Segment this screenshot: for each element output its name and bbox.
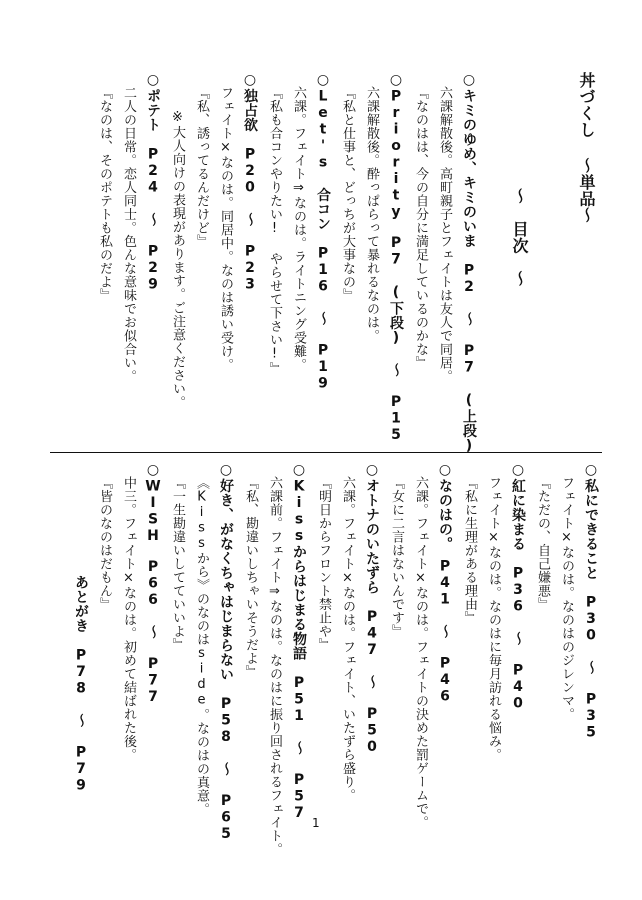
toc-entry-quote: 『私、勘違いしちゃいそうだよ』	[243, 476, 258, 679]
toc-entry-quote: 『一生勘違いしてていいよ』	[170, 476, 185, 652]
toc-entry-description: フェイト×なのは。同居中。なのは誘い受け。	[218, 86, 233, 372]
toc-subtitle: ～ 目次 ～	[510, 188, 529, 287]
toc-entry-description: 六課解散後。酔っぱらって暴れるなのは。	[364, 86, 379, 343]
toc-entry-quote: 『私に生理がある理由』	[462, 476, 477, 625]
afterword-entry: あとがき P78 ～ P79	[73, 575, 89, 794]
toc-entry-description: 《Kissから》のなのはside。なのはの真意。	[194, 476, 209, 816]
toc-entry-quote: 『私も合コンやりたい! やらせて下さい!』	[267, 86, 282, 376]
page-number: 1	[312, 816, 320, 830]
toc-entry-quote: 『明日からフロント禁止や』	[316, 476, 331, 652]
toc-entry-description: 二人の日常。恋人同士。色んな意味でお似合い。	[121, 86, 136, 383]
toc-entry-quote: 『女に二言はないんです』	[389, 476, 404, 638]
toc-entry-heading: ○Let's 合コン P16 ～ P19	[315, 72, 331, 392]
toc-entry-heading: ○Priority P7 (下段) ～ P15	[388, 72, 404, 444]
toc-entry-heading: ○Kissからはじまる物語 P51 ～ P57	[291, 462, 307, 822]
toc-entry-quote: 『なのは、そのポテトも私のだよ』	[97, 86, 112, 302]
toc-entry-description: 六課解散後。高町親子とフェイトは友人で同居。	[437, 86, 452, 383]
toc-entry-note: ※大人向けの表現があります。ご注意ください。	[170, 110, 185, 409]
toc-entry-quote: 『ただの、自己嫌悪』	[535, 476, 550, 611]
toc-entry-heading: ○独占欲 P20 ～ P23	[242, 72, 258, 293]
toc-entry-quote: 『私と仕事と、どっちが大事なの』	[340, 86, 355, 302]
toc-entry-description: 六課。フェイト×なのは。フェイトの決めた罰ゲームで。	[413, 476, 428, 829]
toc-entry-description: 六課。フェイト⇒なのは。ライトニング受難。	[291, 86, 306, 372]
section-divider	[50, 452, 602, 453]
toc-entry-heading: ○ポテト P24 ～ P29	[145, 72, 161, 293]
toc-entry-heading: ○WISH P66 ～ P77	[145, 462, 161, 706]
toc-entry-heading: ○好き、がなくちゃはじまらない P58 ～ P65	[218, 462, 234, 843]
toc-entry-heading: ○紅に染まる P36 ～ P40	[510, 462, 526, 712]
toc-entry-description: フェイト×なのは。なのはに毎月訪れる悩み。	[486, 476, 501, 762]
toc-entry-heading: ○オトナのいたずら P47 ～ P50	[364, 462, 380, 756]
toc-entry-quote: 『皆のなのはだもん』	[97, 476, 112, 611]
toc-entry-description: 六課。フェイト×なのは。フェイト、いたずら盛り。	[340, 476, 355, 802]
toc-entry-description: フェイト×なのは。なのはのジレンマ。	[559, 476, 574, 721]
toc-entry-heading: ○私にできること P30 ～ P35	[583, 462, 599, 741]
toc-entry-description: 中三。フェイト×なのは。初めて結ばれた後。	[121, 476, 136, 762]
toc-entry-heading: ○キミのゆめ、キミのいま P2 ～ P7 (上段)	[461, 72, 477, 455]
toc-entry-quote: 『なのはは、今の自分に満足しているのかな』	[413, 86, 428, 370]
toc-entry-quote: 『私、誘ってるんだけど』	[194, 86, 209, 248]
toc-entry-heading: ○なのはの。 P41 ～ P46	[437, 462, 453, 705]
toc-entry-description: 六課前。フェイト⇒なのは。なのはに振り回されるフェイト。	[267, 476, 282, 856]
book-title: 丼づくし ～単品～	[577, 72, 596, 224]
